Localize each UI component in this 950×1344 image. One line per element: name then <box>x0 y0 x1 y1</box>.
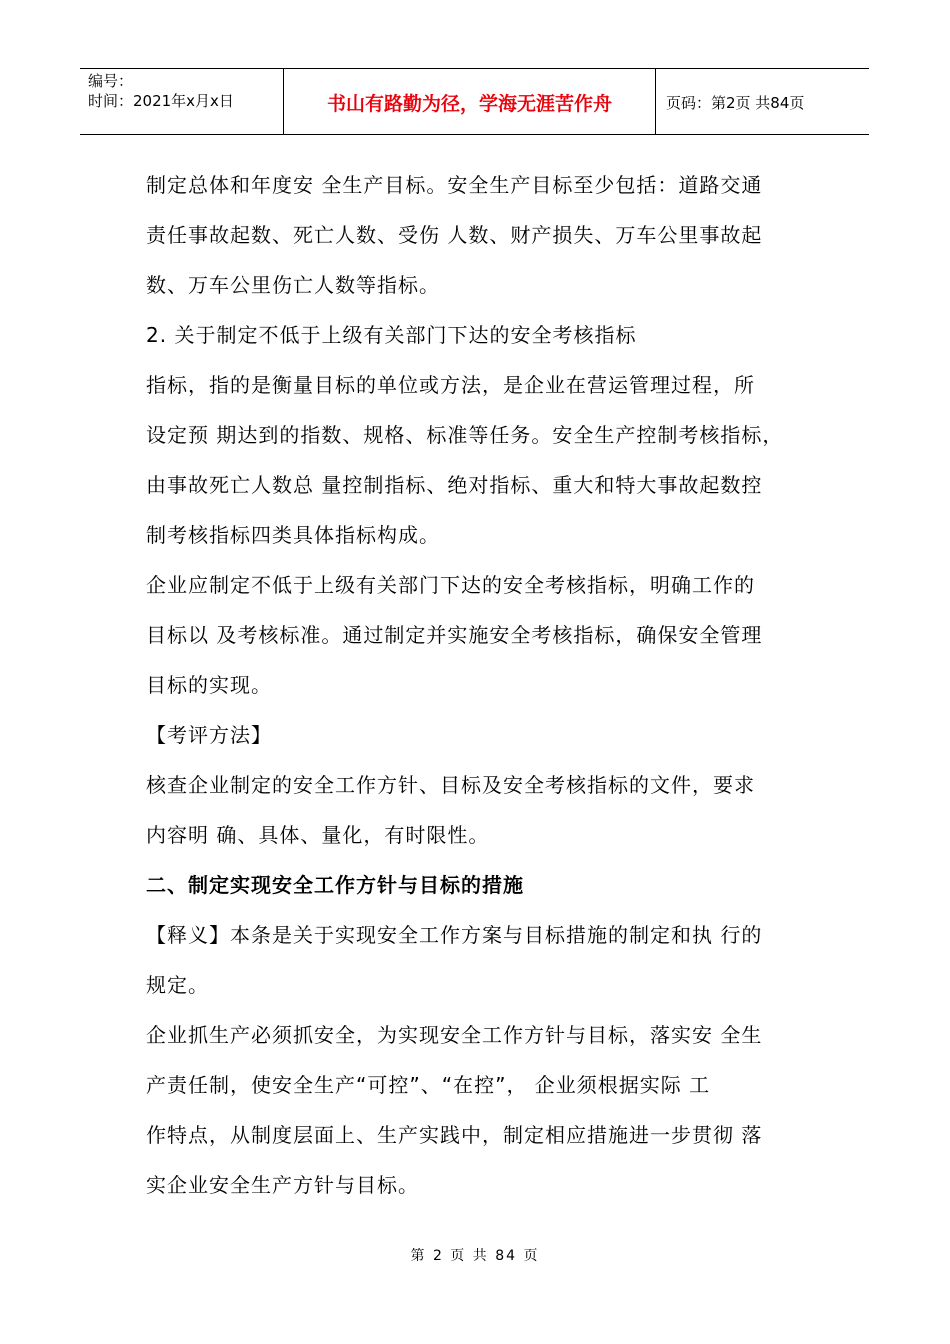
header-page-cell <box>656 69 869 134</box>
section-heading: 2. 关于制定不低于上级有关部门下达的安全考核指标 <box>146 323 637 347</box>
body-line: 设定预 期达到的指数、规格、标准等任务。安全生产控制考核指标， <box>146 423 784 447</box>
body-line: 核查企业制定的安全工作方针、目标及安全考核指标的文件，要求 <box>146 773 755 797</box>
header-motto-cell <box>284 69 656 134</box>
body-line: 目标以 及考核标准。通过制定并实施安全考核指标，确保安全管理 <box>146 623 763 647</box>
body-line: 制考核指标四类具体指标构成。 <box>146 523 440 547</box>
header-meta-cell <box>80 69 284 134</box>
body-line: 【释义】本条是关于实现安全工作方案与目标措施的制定和执 行的 <box>146 923 763 947</box>
body-line: 制定总体和年度安 全生产目标。安全生产目标至少包括：道路交通 <box>146 173 763 197</box>
header-page-number: 页码：第2页 共84页 <box>666 94 805 112</box>
body-line: 内容明 确、具体、量化，有时限性。 <box>146 823 490 847</box>
body-line: 目标的实现。 <box>146 673 272 697</box>
page-footer: 第 2 页 共 84 页 <box>410 1248 540 1264</box>
header-motto: 书山有路勤为径，学海无涯苦作舟 <box>326 93 612 115</box>
body-line: 企业抓生产必须抓安全，为实现安全工作方针与目标，落实安 全生 <box>146 1023 763 1047</box>
time-label: 时间：2021年x月x日 <box>88 92 234 110</box>
body-line: 由事故死亡人数总 量控制指标、绝对指标、重大和特大事故起数控 <box>146 473 763 497</box>
body-line: 规定。 <box>146 973 209 997</box>
body-line: 产责任制，使安全生产“可控”、“在控”， 企业须根据实际 工 <box>146 1073 711 1097</box>
document-header <box>80 68 869 135</box>
body-line: 企业应制定不低于上级有关部门下达的安全考核指标，明确工作的 <box>146 573 755 597</box>
number-label: 编号： <box>88 72 134 90</box>
evaluation-method-label: 【考评方法】 <box>146 723 272 747</box>
document-body <box>146 160 826 1210</box>
body-line: 责任事故起数、死亡人数、受伤 人数、财产损失、万车公里事故起 <box>146 223 763 247</box>
body-line: 指标，指的是衡量目标的单位或方法，是企业在营运管理过程，所 <box>146 373 755 397</box>
body-line: 实企业安全生产方针与目标。 <box>146 1173 419 1197</box>
body-line: 作特点，从制度层面上、生产实践中，制定相应措施进一步贯彻 落 <box>146 1123 763 1147</box>
body-line: 数、万车公里伤亡人数等指标。 <box>146 273 440 297</box>
chapter-heading: 二、制定实现安全工作方针与目标的措施 <box>146 873 524 897</box>
